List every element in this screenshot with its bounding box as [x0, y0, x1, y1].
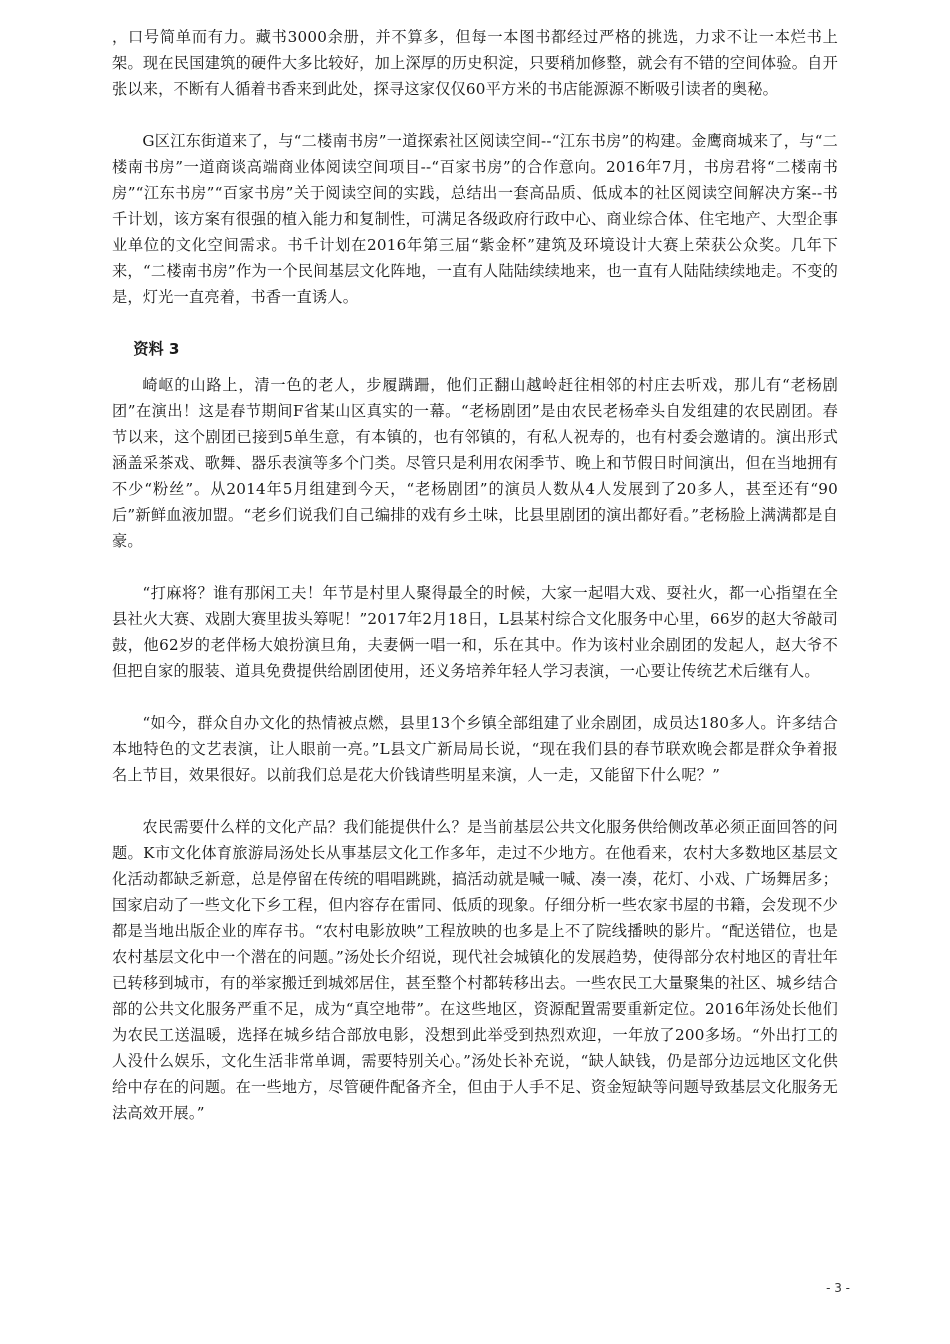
- section-title: 资料 3: [133, 340, 180, 358]
- paragraph-section-3: “如今，群众自办文化的热情被点燃，县里13个乡镇全部组建了业余剧团，成员达180多人。许多结合本地特色的文艺表演，让人眼前一亮。”L县文广新局局长说，“现在我们县的春节联欢晚会都是群众争着报名上节目，效果很好。以前我们总是花大价钱请些明星来演，人一走，又能留下什么呢？”: [112, 714, 838, 784]
- document-page: [112, 24, 838, 1152]
- paragraph-intro-2: G区江东街道来了，与“二楼南书房”一道探索社区阅读空间--“江东书房”的构建。金鹰商城来了，与“二楼南书房”一道商谈高端商业体阅读空间项目--“百家书房”的合作意向。2016年7月，书房君将“二楼南书房”“江东书房”“百家书房”关于阅读空间的实践，总结出一套高品质、低成本的社区阅读空间解决方案--书千计划，该方案有很强的植入能力和复制性，可满足各级政府行政中心、商业综合体、住宅地产、大型企事业单位的文化空间需求。书千计划在2016年第三届“紫金杯”建筑及环境设计大赛上荣获公众奖。几年下来，“二楼南书房”作为一个民间基层文化阵地，一直有人陆陆续续地来，也一直有人陆陆续续地走。不变的是，灯光一直亮着，书香一直诱人。: [112, 132, 838, 306]
- page-number: - 3 -: [826, 1281, 850, 1295]
- paragraph-section-1: 崎岖的山路上，清一色的老人，步履蹒跚，他们正翻山越岭赶往相邻的村庄去听戏，那儿有“老杨剧团”在演出！这是春节期间F省某山区真实的一幕。“老杨剧团”是由农民老杨牵头自发组建的农民剧团。春节以来，这个剧团已接到5单生意，有本镇的，也有邻镇的，有私人祝寿的，也有村委会邀请的。演出形式涵盖采茶戏、歌舞、器乐表演等多个门类。尽管只是利用农闲季节、晚上和节假日时间演出，但在当地拥有不少“粉丝”。从2014年5月组建到今天，“老杨剧团”的演员人数从4人发展到了20多人，甚至还有“90后”新鲜血液加盟。“老乡们说我们自己编排的戏有乡土味，比县里剧团的演出都好看。”老杨脸上满满都是自豪。: [112, 376, 838, 550]
- paragraph-section-4: 农民需要什么样的文化产品？我们能提供什么？是当前基层公共文化服务供给侧改革必须正面回答的问题。K市文化体育旅游局汤处长从事基层文化工作多年，走过不少地方。在他看来，农村大多数地区基层文化活动都缺乏新意，总是停留在传统的唱唱跳跳，搞活动就是喊一喊、凑一凑，花灯、小戏、广场舞居多；国家启动了一些文化下乡工程，但内容存在雷同、低质的现象。仔细分析一些农家书屋的书籍，会发现不少都是当地出版企业的库存书。“农村电影放映”工程放映的也多是上不了院线播映的影片。“配送错位，也是农村基层文化中一个潜在的问题。”汤处长介绍说，现代社会城镇化的发展趋势，使得部分农村地区的青壮年已转移到城市，有的举家搬迁到城郊居住，甚至整个村都转移出去。一些农民工大量聚集的社区、城乡结合部的公共文化服务严重不足，成为“真空地带”。在这些地区，资源配置需要重新定位。2016年汤处长他们为农民工送温暖，选择在城乡结合部放电影，没想到此举受到热烈欢迎，一年放了200多场。“外出打工的人没什么娱乐，文化生活非常单调，需要特别关心。”汤处长补充说，“缺人缺钱，仍是部分边远地区文化供给中存在的问题。在一些地方，尽管硬件配备齐全，但由于人手不足、资金短缺等问题导致基层文化服务无法高效开展。”: [112, 818, 838, 1122]
- paragraph-section-2: “打麻将？谁有那闲工夫！年节是村里人聚得最全的时候，大家一起唱大戏、耍社火，都一心指望在全县社火大赛、戏剧大赛里拔头筹呢！”2017年2月18日，L县某村综合文化服务中心里，66岁的赵大爷敲司鼓，他62岁的老伴杨大娘扮演旦角，夫妻俩一唱一和，乐在其中。作为该村业余剧团的发起人，赵大爷不但把自家的服装、道具免费提供给剧团使用，还义务培养年轻人学习表演，一心要让传统艺术后继有人。: [112, 584, 838, 680]
- paragraph-intro-1: ，口号简单而有力。藏书3000余册，并不算多，但每一本图书都经过严格的挑选，力求不让一本烂书上架。现在民国建筑的硬件大多比较好，加上深厚的历史积淀，只要稍加修整，就会有不错的空间体验。自开张以来，不断有人循着书香来到此处，探寻这家仅仅60平方米的书店能源源不断吸引读者的奥秘。: [112, 28, 838, 98]
